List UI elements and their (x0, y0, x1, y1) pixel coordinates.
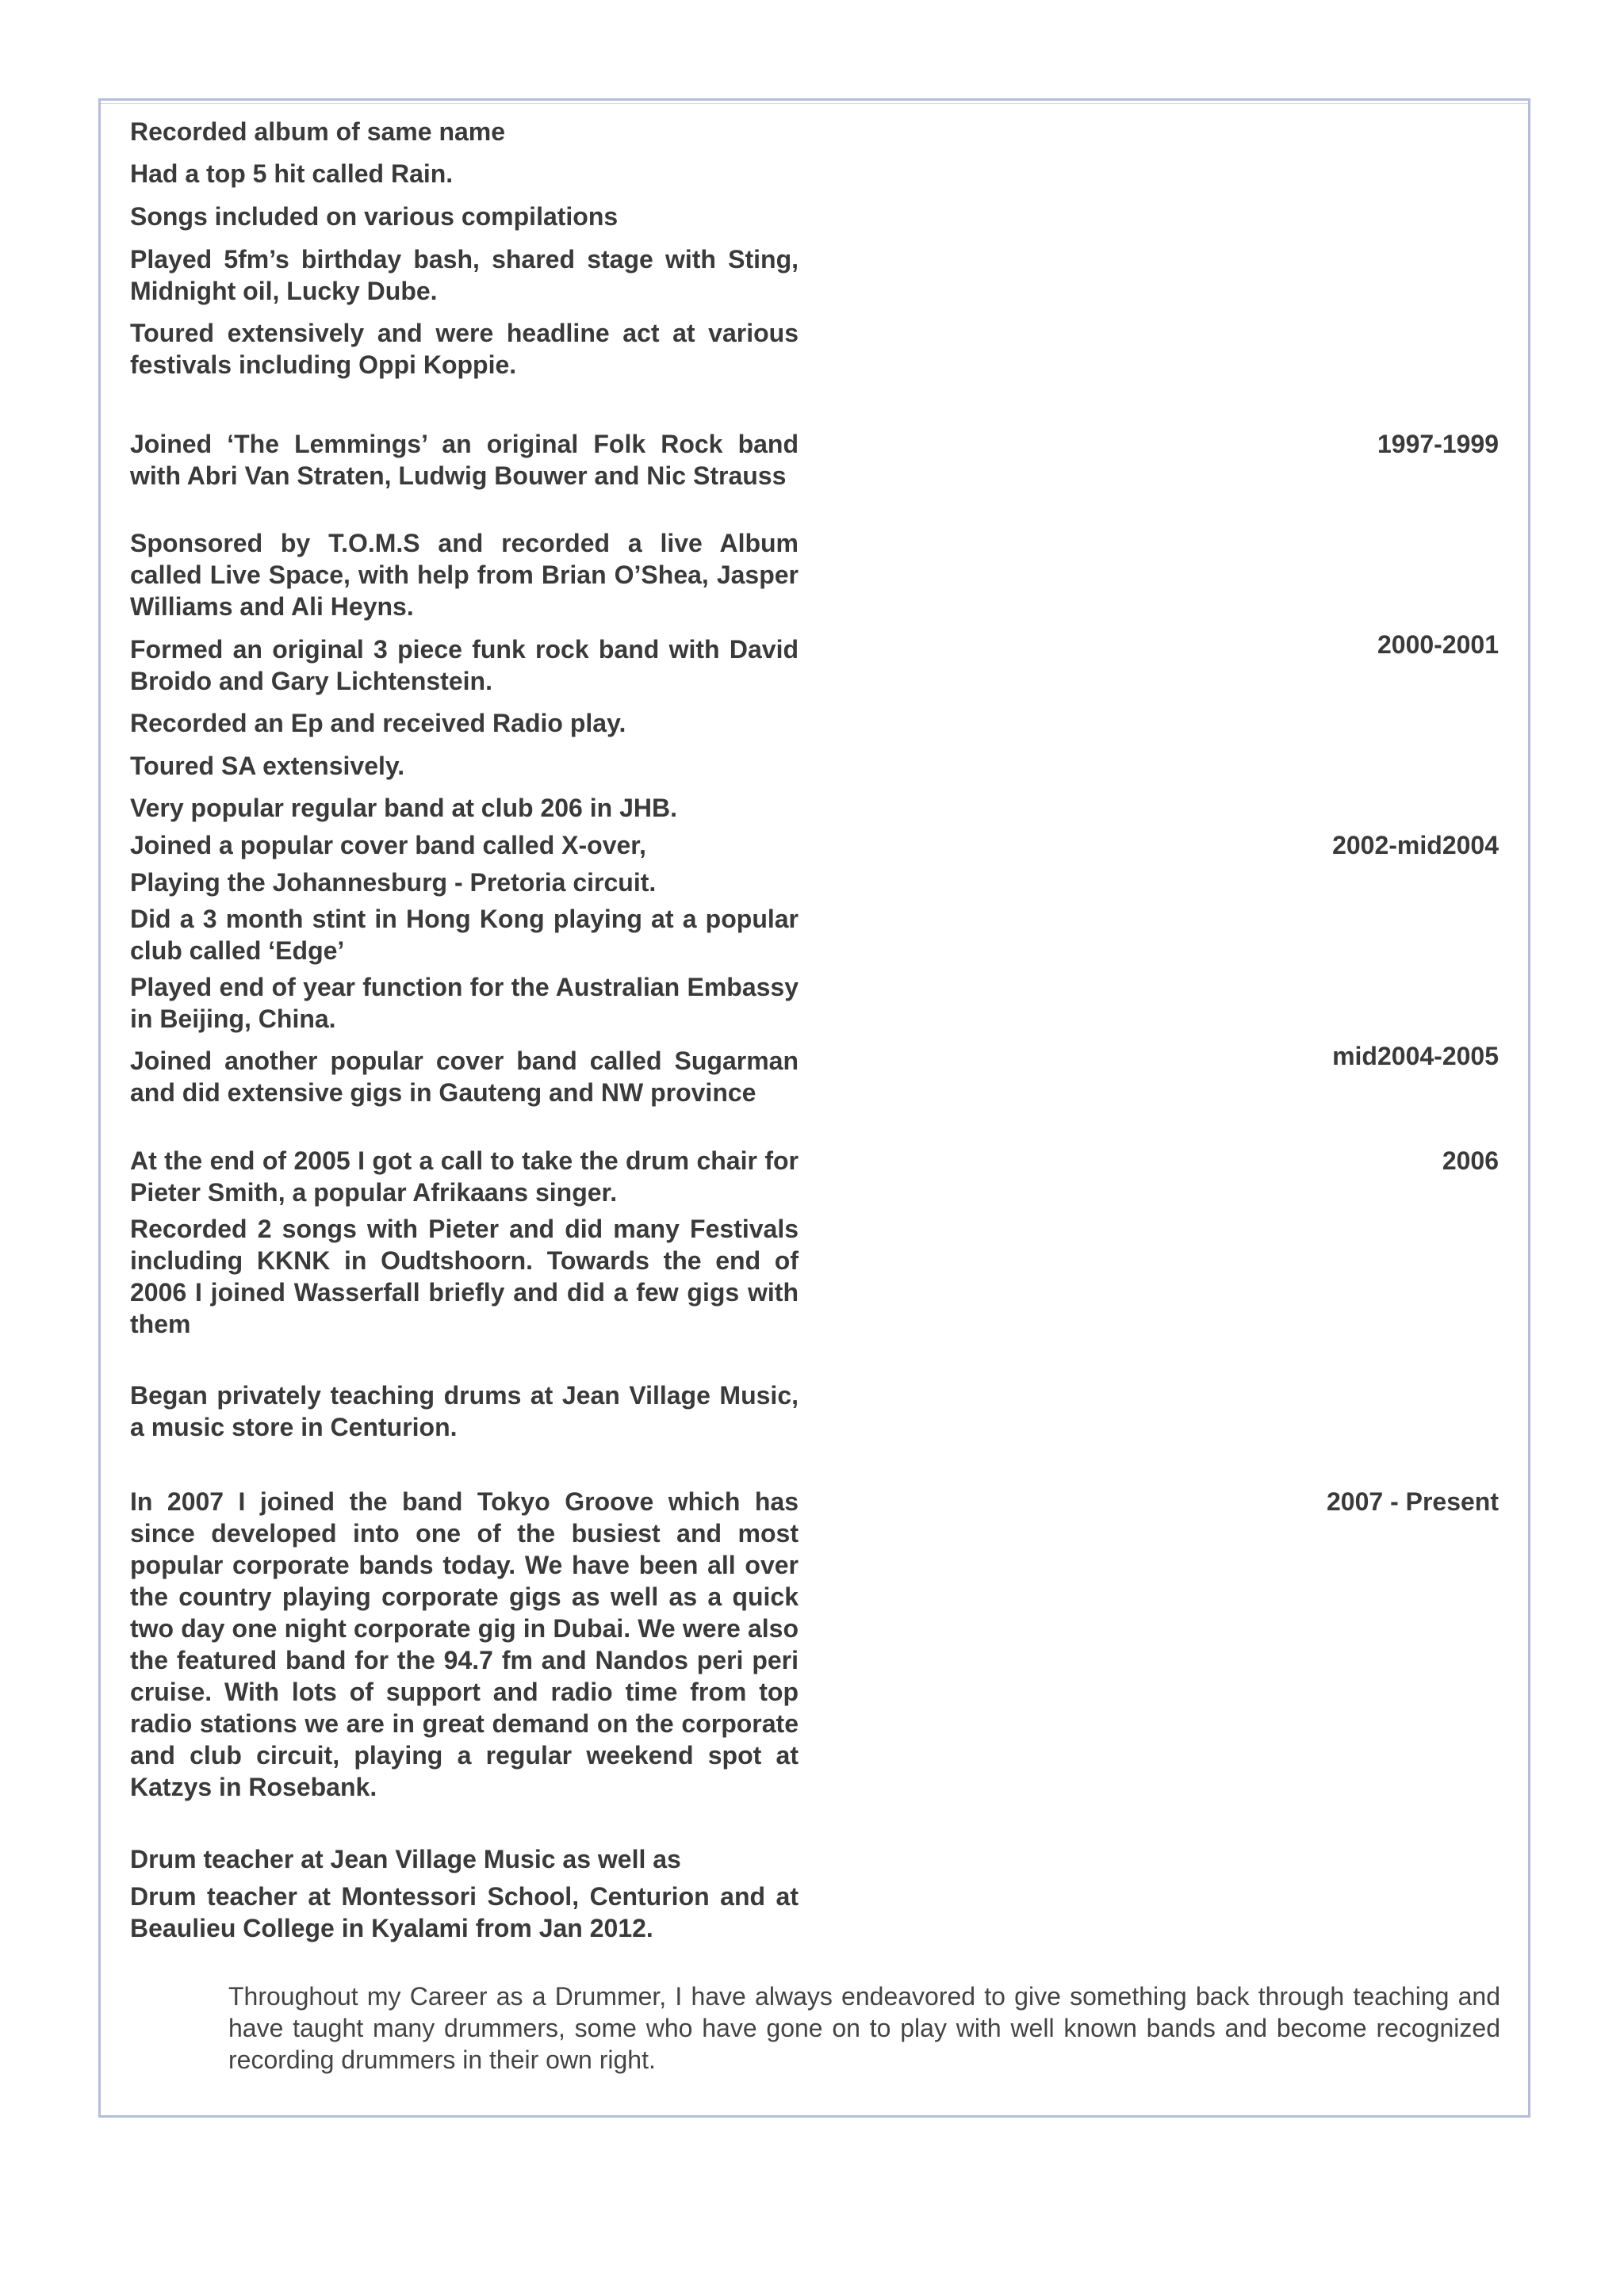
entry-funk-rock-band: Formed an original 3 piece funk rock band with David Broido and Gary Lichtenstein. (130, 635, 799, 695)
year-mid2004-2005: mid2004-2005 (1332, 1042, 1499, 1070)
entry-club-206: Very popular regular band at club 206 in JHB. (130, 794, 677, 822)
entry-toured-sa: Toured SA extensively. (130, 752, 405, 780)
entry-tokyo-groove: In 2007 I joined the band Tokyo Groove which has since developed into one of the busiest and most popular corporate bands today. We have been all over the country playing corporate gigs as well as a quick two day one night corporate gig in Dubai. We were also the featured band for the 94.7 fm and Nandos peri peri cruise. With lots of support and radio time from top radio stations we are in great demand on the corporate and club circuit, playing a regular weekend spot at Katzys in Rosebank. (130, 1487, 799, 1801)
entry-hong-kong: Did a 3 month stint in Hong Kong playing at a popular club called ‘Edge’ (130, 905, 799, 965)
year-1997-1999: 1997-1999 (1377, 430, 1499, 458)
entry-top5-hit: Had a top 5 hit called Rain. (130, 159, 454, 188)
entry-5fm-bash: Played 5fm’s birthday bash, shared stage with Sting, Midnight oil, Lucky Dube. (130, 245, 799, 305)
entry-toured-festivals: Toured extensively and were headline act at various festivals including Oppi Koppie. (130, 319, 799, 379)
entry-lemmings: Joined ‘The Lemmings’ an original Folk Rock band with Abri Van Straten, Ludwig Bouwer and Nic Strauss (130, 430, 799, 490)
entry-pieter-smith: At the end of 2005 I got a call to take the drum chair for Pieter Smith, a popular Afrikaans singer. (130, 1146, 799, 1207)
entry-drum-teacher-montessori: Drum teacher at Montessori School, Centurion and at Beaulieu College in Kyalami from Jan 2012. (130, 1882, 799, 1942)
entry-recorded-album: Recorded album of same name (130, 117, 506, 146)
entry-jhb-pta-circuit: Playing the Johannesburg - Pretoria circuit. (130, 868, 657, 897)
entry-sugarman: Joined another popular cover band called Sugarman and did extensive gigs in Gauteng and NW province (130, 1047, 799, 1107)
entry-drum-teacher-jean-village: Drum teacher at Jean Village Music as well as (130, 1845, 681, 1873)
entry-beijing: Played end of year function for the Australian Embassy in Beijing, China. (130, 973, 799, 1033)
closing-statement: Throughout my Career as a Drummer, I have always endeavored to give something back through teaching and have taught many drummers, some who have gone on to play with well known bands and become recognized recording drummers in their own right. (228, 1982, 1500, 2074)
entry-toms-live-album: Sponsored by T.O.M.S and recorded a live Album called Live Space, with help from Brian O’Shea, Jasper Williams and Ali Heyns. (130, 529, 799, 621)
year-2000-2001: 2000-2001 (1377, 630, 1499, 659)
year-2002-mid2004: 2002-mid2004 (1332, 831, 1499, 859)
year-2007-present: 2007 - Present (1326, 1487, 1499, 1516)
entry-jean-village-teaching: Began privately teaching drums at Jean Village Music, a music store in Centurion. (130, 1381, 799, 1441)
entry-ep-radio: Recorded an Ep and received Radio play. (130, 709, 626, 737)
entry-compilations: Songs included on various compilations (130, 202, 619, 231)
entry-x-over: Joined a popular cover band called X-over, (130, 831, 646, 859)
entry-kknk-wasserfall: Recorded 2 songs with Pieter and did many Festivals including KKNK in Oudtshoorn. Towards the end of 2006 I joined Wasserfall briefly and did a few gigs with them (130, 1215, 799, 1338)
year-2006: 2006 (1442, 1146, 1499, 1175)
